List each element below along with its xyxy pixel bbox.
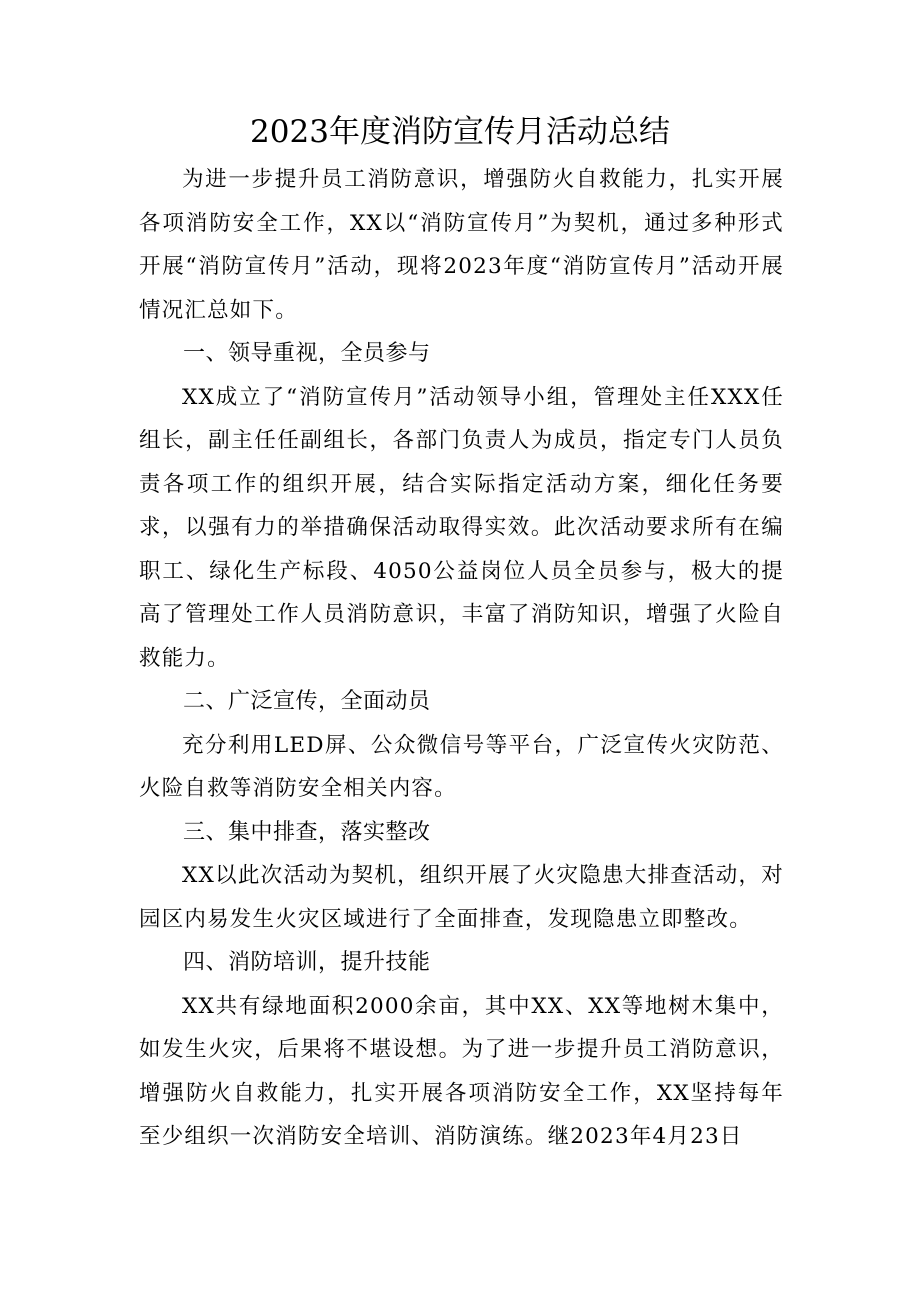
intro-paragraph: 为进一步提升员工消防意识，增强防火自救能力，扎实开展各项消防安全工作，XX以“消防宣传月”为契机，通过多种形式开展“消防宣传月”活动，现将2023年度“消防宣传月”活动开展情况汇总如下。 <box>139 167 784 323</box>
section-heading-3: 三、集中排查，落实整改 <box>183 819 431 845</box>
document-body <box>139 158 784 1159</box>
section-paragraph-1: XX成立了“消防宣传月”活动领导小组，管理处主任XXX任组长，副主任任副组长，各部门负责人为成员，指定专门人员负责各项工作的组织开展，结合实际指定活动方案，细化任务要求，以强有力的举措确保活动取得实效。此次活动要求所有在编职工、绿化生产标段、4050公益岗位人员全员参与，极大的提高了管理处工作人员消防意识，丰富了消防知识，增强了火险自救能力。 <box>139 384 784 671</box>
section-paragraph-4: XX共有绿地面积2000余亩，其中XX、XX等地树木集中，如发生火灾，后果将不堪设想。为了进一步提升员工消防意识，增强防火自救能力，扎实开展各项消防安全工作，XX坚持每年至少组织一次消防安全培训、消防演练。继2023年4月23日 <box>139 993 784 1149</box>
section-heading-4: 四、消防培训，提升技能 <box>183 950 431 975</box>
section-heading-2: 二、广泛宣传，全面动员 <box>183 689 431 714</box>
document-title: 2023年度消防宣传月活动总结 <box>250 114 670 150</box>
section-heading-1: 一、领导重视，全员参与 <box>183 341 431 366</box>
section-paragraph-2: 充分利用LED屏、公众微信号等平台，广泛宣传火灾防范、火险自救等消防安全相关内容。 <box>139 732 784 801</box>
section-paragraph-3: XX以此次活动为契机，组织开展了火灾隐患大排查活动，对园区内易发生火灾区域进行了全面排查，发现隐患立即整改。 <box>139 863 784 932</box>
